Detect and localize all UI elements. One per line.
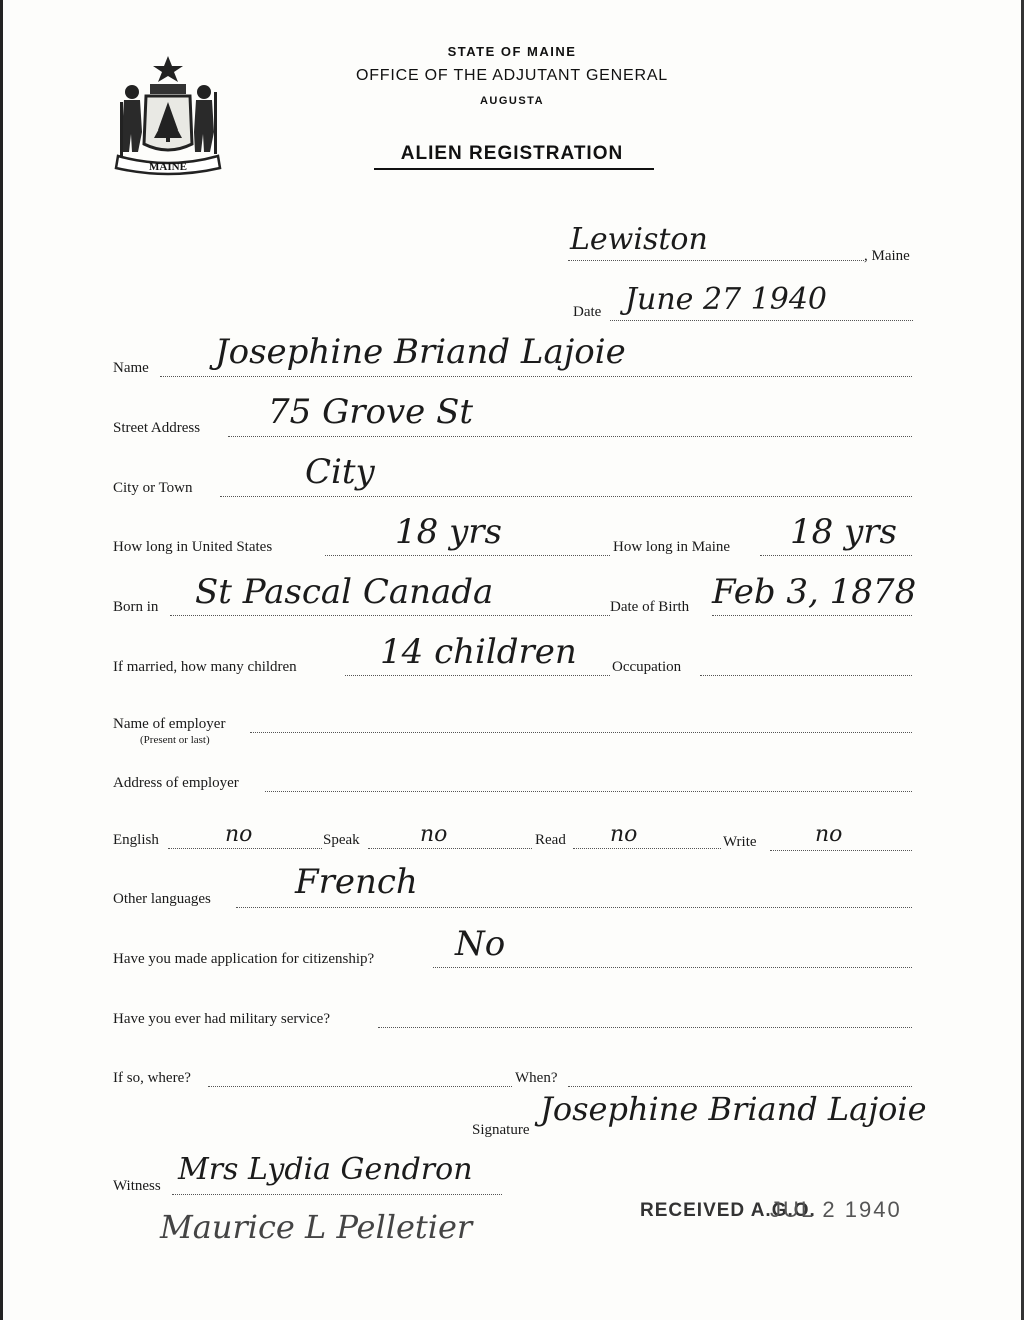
occupation-label: Occupation: [612, 659, 682, 675]
write-label: Write: [723, 834, 757, 850]
other-languages-line: [236, 907, 912, 908]
citizenship-line: [433, 967, 912, 968]
witness-second-value[interactable]: Maurice L Pelletier: [160, 1208, 473, 1246]
scan-border-left: [0, 0, 3, 1320]
english-line: [168, 848, 322, 849]
write-line: [770, 850, 912, 851]
street-label: Street Address: [113, 420, 201, 436]
received-stamp: RECEIVED A.G.O.: [640, 1200, 816, 1221]
city-heading: AUGUSTA: [479, 95, 545, 107]
birthplace-label: Born in: [113, 599, 159, 615]
witness-line: [172, 1194, 502, 1195]
dob-value[interactable]: Feb 3, 1878: [712, 572, 917, 612]
where-label: If so, where?: [113, 1070, 191, 1086]
speak-value[interactable]: no: [420, 822, 448, 847]
military-line: [378, 1027, 912, 1028]
other-languages-value[interactable]: French: [295, 862, 418, 902]
birthplace-line: [170, 615, 610, 616]
children-value[interactable]: 14 children: [380, 632, 577, 672]
witness-value[interactable]: Mrs Lydia Gendron: [178, 1152, 473, 1187]
read-label: Read: [535, 832, 566, 848]
read-line: [573, 848, 721, 849]
witness-label: Witness: [113, 1178, 161, 1194]
city-line: [220, 496, 912, 497]
us-duration-label: How long in United States: [113, 539, 273, 555]
employer-address-label: Address of employer: [113, 775, 239, 791]
other-languages-label: Other languages: [113, 891, 211, 907]
name-value[interactable]: Josephine Briand Lajoie: [215, 332, 626, 372]
date-value[interactable]: June 27 1940: [625, 282, 828, 317]
speak-label: Speak: [323, 832, 360, 848]
maine-duration-label: How long in Maine: [613, 539, 731, 555]
employer-sublabel: (Present or last): [140, 734, 210, 746]
dob-line: [712, 615, 912, 616]
birthplace-value[interactable]: St Pascal Canada: [195, 572, 494, 612]
us-duration-line: [325, 555, 610, 556]
dob-label: Date of Birth: [610, 599, 690, 615]
name-label: Name: [113, 360, 149, 376]
title-underline: [374, 168, 654, 170]
received-stamp-date: JUL 2 1940: [770, 1197, 902, 1222]
read-value[interactable]: no: [610, 822, 638, 847]
place-label: , Maine: [864, 248, 910, 264]
children-line: [345, 675, 610, 676]
citizenship-value[interactable]: No: [455, 924, 506, 964]
english-label: English: [113, 832, 159, 848]
signature-label: Signature: [472, 1122, 530, 1138]
place-value[interactable]: Lewiston: [570, 222, 708, 257]
street-line: [228, 436, 912, 437]
svg-text:MAINE: MAINE: [149, 161, 187, 173]
english-value[interactable]: no: [225, 822, 253, 847]
employer-line: [250, 732, 912, 733]
when-label: When?: [515, 1070, 558, 1086]
street-value[interactable]: 75 Grove St: [268, 392, 474, 432]
where-line: [208, 1086, 512, 1087]
us-duration-value[interactable]: 18 yrs: [395, 512, 502, 552]
maine-duration-line: [760, 555, 912, 556]
date-label: Date: [573, 304, 602, 320]
form-title: ALIEN REGISTRATION: [400, 143, 624, 164]
children-label: If married, how many children: [113, 659, 297, 675]
state-heading: STATE OF MAINE: [447, 44, 577, 59]
signature-value[interactable]: Josephine Briand Lajoie: [540, 1090, 927, 1128]
city-value[interactable]: City: [305, 452, 375, 492]
when-line: [568, 1086, 912, 1087]
name-line: [160, 376, 912, 377]
occupation-line: [700, 675, 912, 676]
speak-line: [368, 848, 532, 849]
write-value[interactable]: no: [815, 822, 843, 847]
place-line: [568, 260, 864, 261]
employer-label: Name of employer: [113, 716, 226, 732]
date-line: [610, 320, 913, 321]
citizenship-label: Have you made application for citizenship?: [113, 951, 375, 967]
military-label: Have you ever had military service?: [113, 1011, 330, 1027]
office-heading: OFFICE OF THE ADJUTANT GENERAL: [355, 67, 669, 84]
maine-duration-value[interactable]: 18 yrs: [790, 512, 897, 552]
employer-address-line: [265, 791, 912, 792]
city-label: City or Town: [113, 480, 193, 496]
